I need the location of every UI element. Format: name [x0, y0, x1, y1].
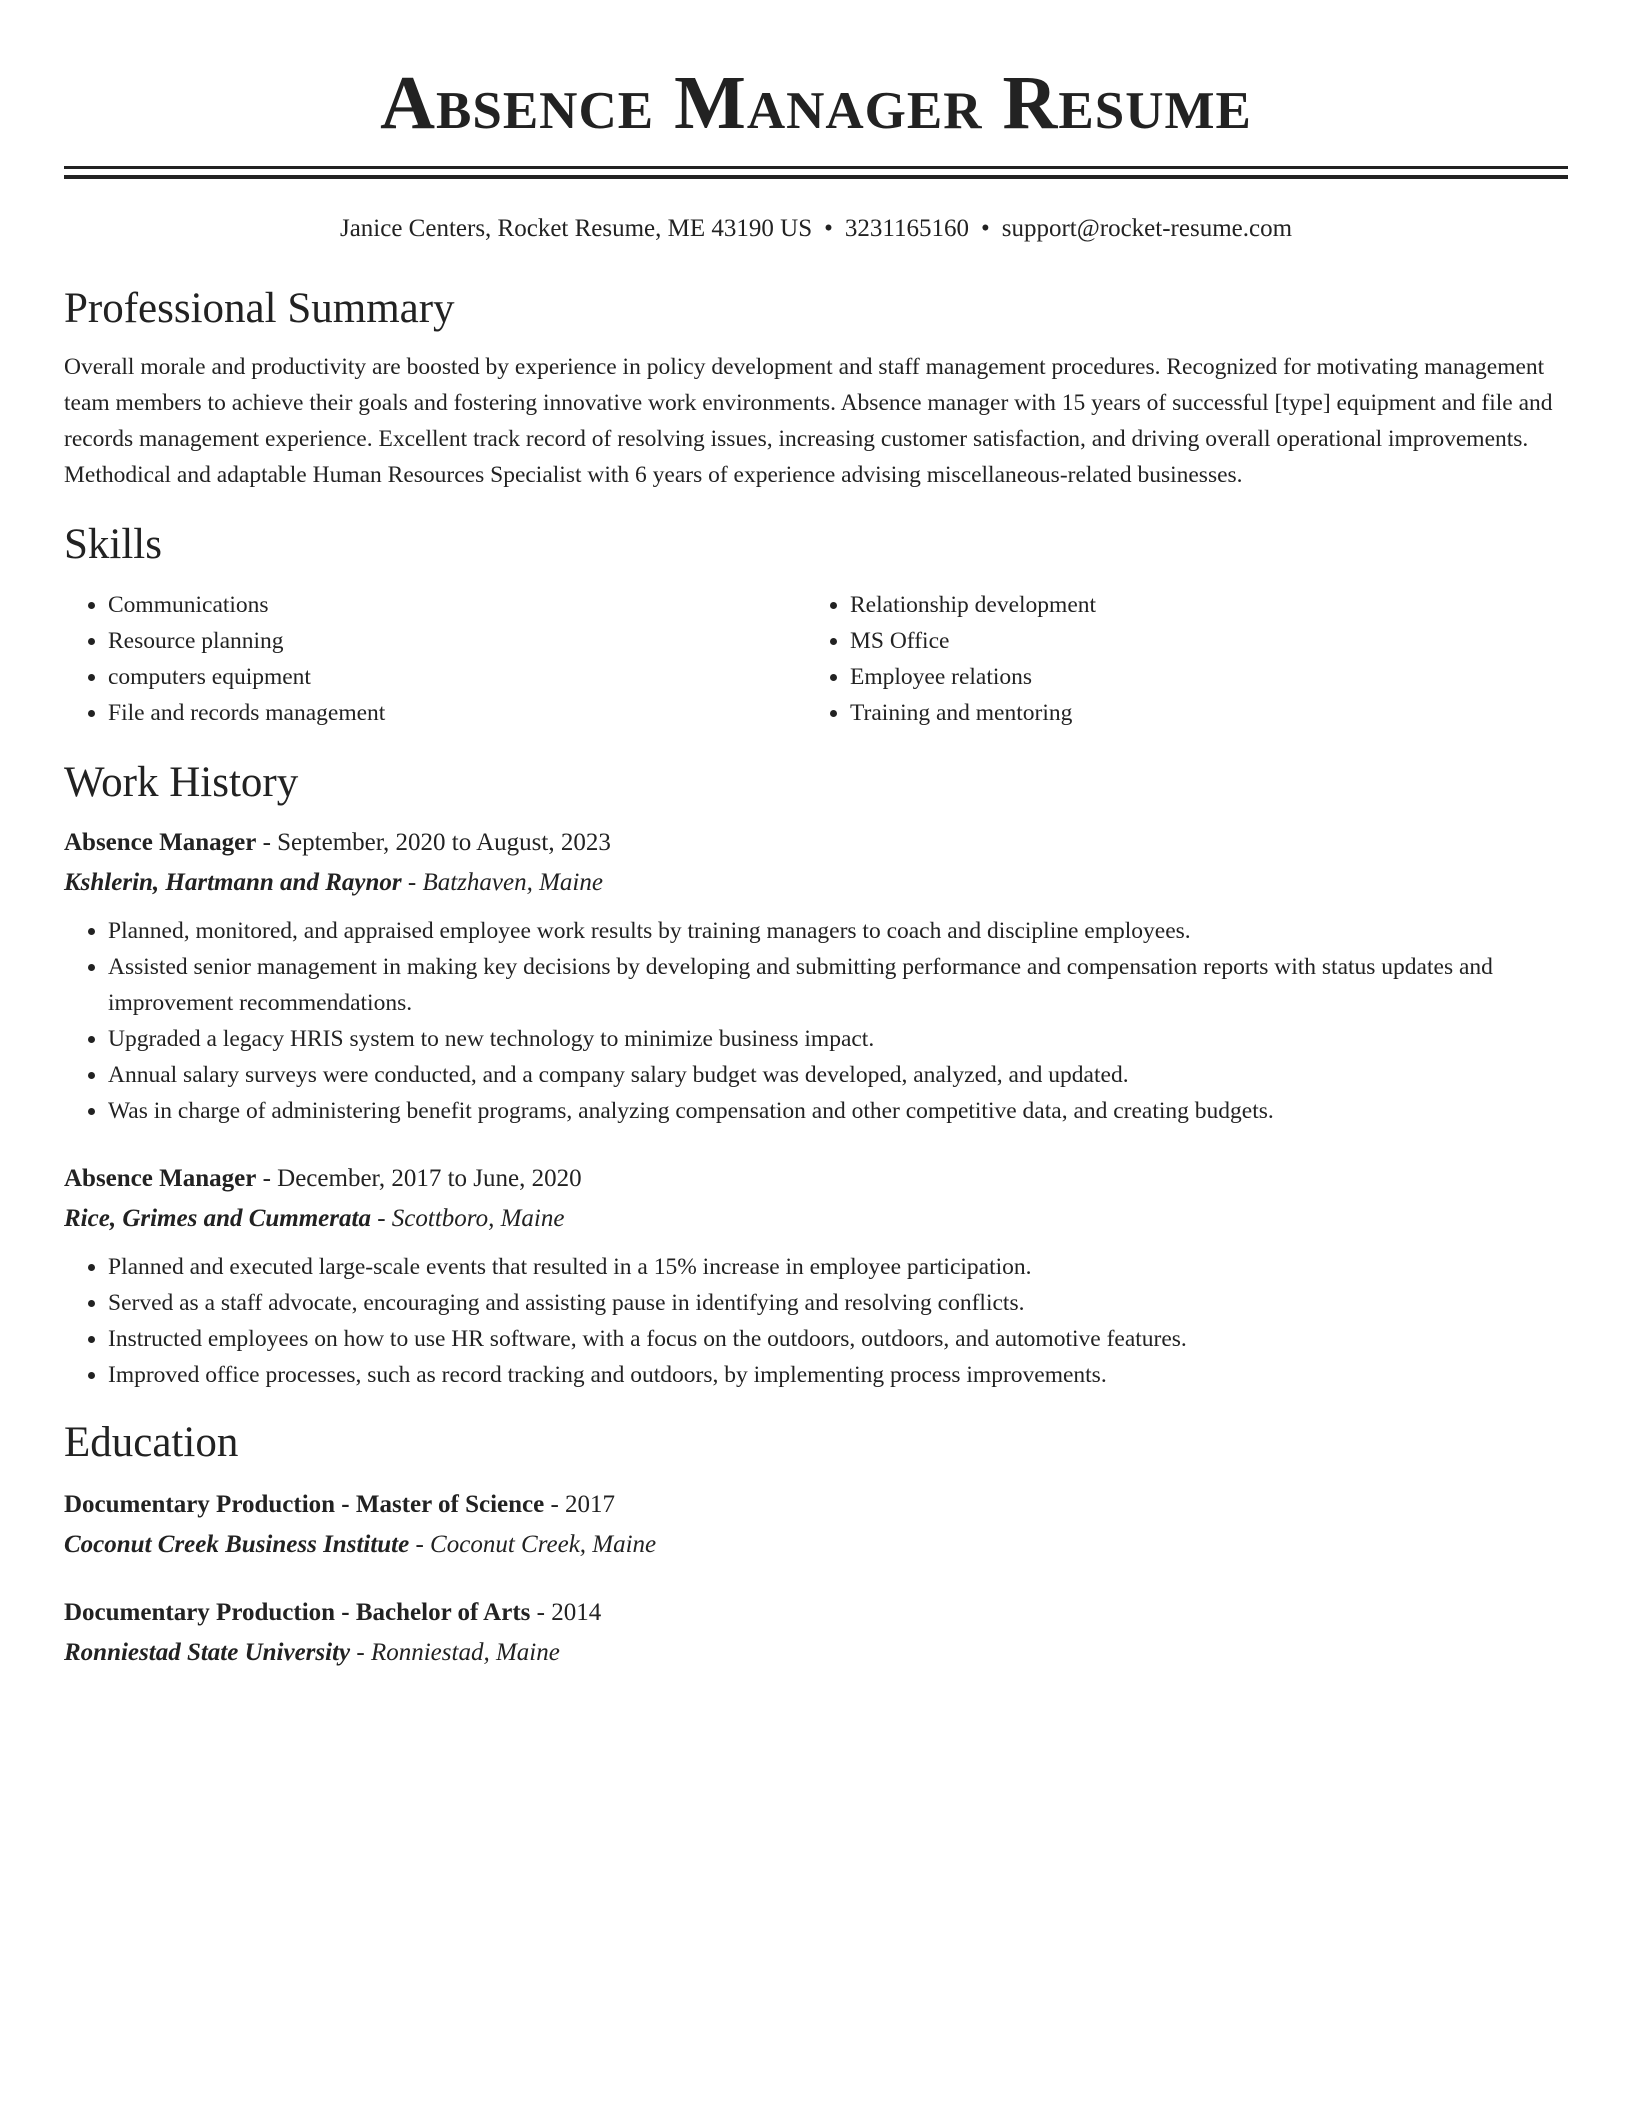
company-line [64, 1201, 1568, 1237]
summary-heading: Professional Summary [64, 285, 455, 332]
education-entry [64, 1487, 1568, 1563]
job-bullets [64, 913, 1568, 1129]
contact-email: support@rocket-resume.com [1001, 215, 1293, 242]
contact-address: Janice Centers, Rocket Resume, ME 43190 US [339, 215, 813, 242]
contact-line [64, 213, 1568, 245]
skill-item: • File and records management [108, 695, 806, 731]
title-divider-bottom [64, 175, 1568, 179]
summary-text: Overall morale and productivity are boosted by experience in policy development and staff management procedures. Recognized for motivating management team members to achieve their goals and fostering innovative work environments. Absence manager with 15 years of successful [type] equipment and file and records management experience. Excellent track record of resolving issues, increasing customer satisfaction, and driving overall operational improvements. Methodical and adaptable Human Resources Specialist with 6 years of experience advising miscellaneous-related businesses. [64, 354, 1553, 488]
title-divider-top [64, 166, 1568, 169]
job-dates: - September, 2020 to August, 2023 [256, 829, 611, 856]
degree-line [64, 1595, 1568, 1631]
job-bullet: • Improved office processes, such as record tracking and outdoors, by implementing process improvements. [108, 1357, 1568, 1393]
skill-item: • Communications [108, 587, 806, 623]
job-bullets [64, 1249, 1568, 1393]
degree-name: Documentary Production - Master of Science [64, 1491, 545, 1518]
job-bullet: • Was in charge of administering benefit programs, analyzing compensation and other competitive data, and creating budgets. [108, 1093, 1568, 1129]
education-heading: Education [64, 1419, 239, 1466]
job-bullet: • Planned, monitored, and appraised employee work results by training managers to coach and discipline employees. [108, 913, 1568, 949]
job-bullet: • Assisted senior management in making key decisions by developing and submitting performance and compensation reports with status updates and improvement recommendations. [108, 949, 1568, 1021]
job-title-line [64, 825, 1568, 861]
company-location: - Scottboro, Maine [370, 1205, 565, 1232]
degree-line [64, 1487, 1568, 1523]
skill-item: • Resource planning [108, 623, 806, 659]
company-location: - Batzhaven, Maine [401, 869, 603, 896]
job-bullet: • Served as a staff advocate, encouraging and assisting pause in identifying and resolving conflicts. [108, 1285, 1568, 1321]
skills-list [64, 587, 1568, 731]
work-history-heading: Work History [64, 759, 299, 806]
school-line [64, 1635, 1568, 1671]
job-title: Absence Manager [64, 829, 257, 856]
job-entry [64, 825, 1568, 1129]
degree-year: - 2017 [544, 1491, 616, 1518]
school-name: Coconut Creek Business Institute [64, 1531, 410, 1558]
skills-column-left [64, 587, 806, 731]
job-entry [64, 1161, 1568, 1393]
skill-item: • MS Office [850, 623, 1548, 659]
contact-separator: • [824, 215, 833, 242]
company-name: Rice, Grimes and Cummerata [64, 1205, 371, 1232]
job-bullet: • Upgraded a legacy HRIS system to new technology to minimize business impact. [108, 1021, 1568, 1057]
contact-phone: 3231165160 [844, 215, 969, 242]
skill-item: • Employee relations [850, 659, 1548, 695]
school-location: - Ronniestad, Maine [350, 1639, 560, 1666]
company-name: Kshlerin, Hartmann and Raynor [64, 869, 402, 896]
skill-item: • computers equipment [108, 659, 806, 695]
school-name: Ronniestad State University [64, 1639, 351, 1666]
degree-name: Documentary Production - Bachelor of Arts [64, 1599, 531, 1626]
job-dates: - December, 2017 to June, 2020 [256, 1165, 582, 1192]
job-title: Absence Manager [64, 1165, 257, 1192]
job-bullet: • Instructed employees on how to use HR software, with a focus on the outdoors, outdoors, and automotive features. [108, 1321, 1568, 1357]
education-entry [64, 1595, 1568, 1671]
skills-heading: Skills [64, 521, 162, 568]
skills-column-right [806, 587, 1548, 731]
company-line [64, 865, 1568, 901]
degree-year: - 2014 [530, 1599, 602, 1626]
school-location: - Coconut Creek, Maine [409, 1531, 657, 1558]
resume-title: Absence Manager Resume [380, 61, 1252, 145]
skill-item: • Training and mentoring [850, 695, 1548, 731]
school-line [64, 1527, 1568, 1563]
job-title-line [64, 1161, 1568, 1197]
job-bullet: • Planned and executed large-scale events that resulted in a 15% increase in employee participation. [108, 1249, 1568, 1285]
contact-separator: • [980, 215, 990, 242]
skill-item: • Relationship development [850, 587, 1548, 623]
job-bullet: • Annual salary surveys were conducted, and a company salary budget was developed, analyzed, and updated. [108, 1057, 1568, 1093]
